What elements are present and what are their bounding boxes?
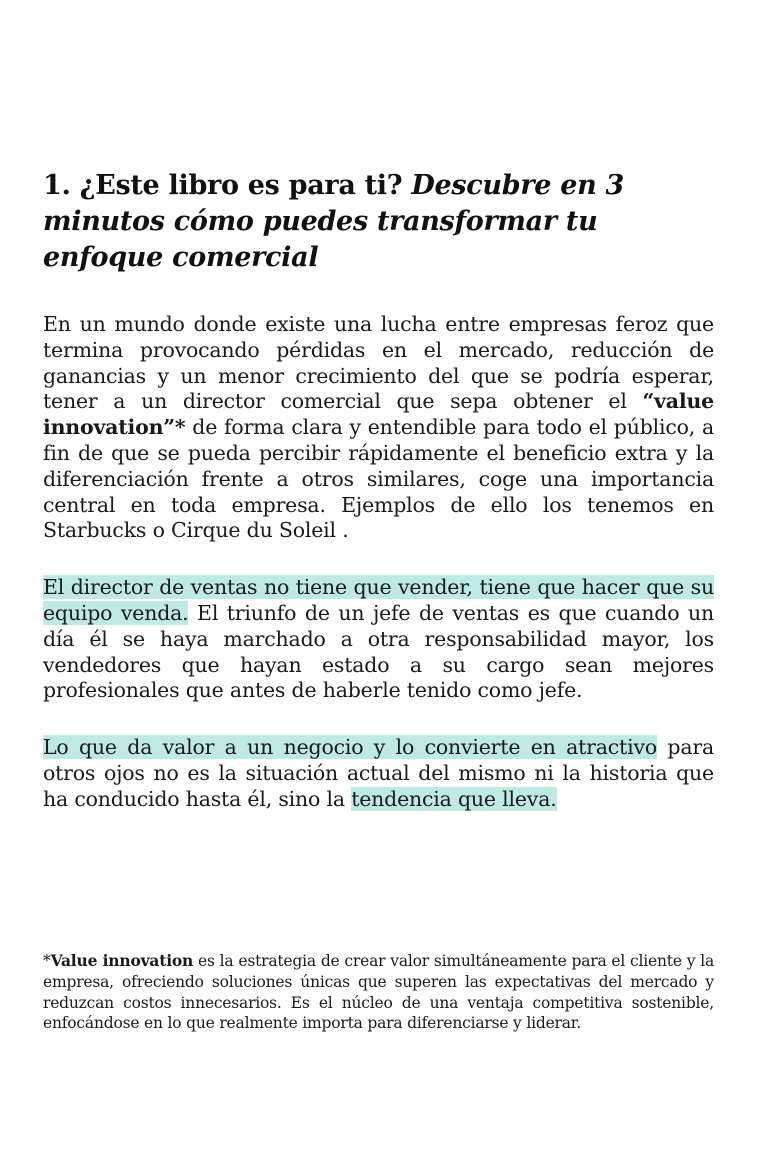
footnote-text: es la estrategia de crear valor simultáneamente para el cliente y la empresa, ofreciendo soluciones únicas que superen las expectativas del mercado y reduzcan costos innecesarios. Es el núcleo de una ventaja competitiva sostenible, enfocándose en lo que realmente importa para diferenciarse y liderar. <box>43 952 714 1033</box>
value-innovation-term: “value innovation”* <box>43 389 714 440</box>
heading-question: ¿Este libro es para ti? <box>79 170 412 201</box>
footnote-marker: * <box>43 952 51 970</box>
heading-subtitle: Descubre en 3 minutos cómo puedes transformar tu enfoque comercial <box>43 170 625 273</box>
chapter-heading <box>43 168 714 276</box>
footnote <box>43 951 714 1034</box>
paragraph-intro-text: En un mundo donde existe una lucha entre empresas feroz que termina provocando pérdidas en el mercado, reducción de ganancias y un menor crecimiento del que se podría esperar, tener a un director comercial que sepa obtener el <box>43 312 714 414</box>
footnote-term: Value innovation <box>50 951 194 970</box>
highlighted-quote: El director de ventas no tiene que vender, tiene que hacer que su equipo venda. <box>43 575 714 625</box>
paragraph-business-value-middle: para otros ojos no es la situación actual del mismo ni la historia que ha conducido hasta él, sino la <box>43 735 714 811</box>
highlighted-value-statement: Lo que da valor a un negocio y lo convierte en atractivo <box>43 735 657 760</box>
paragraph-business-value <box>43 735 714 812</box>
paragraph-sales-director <box>43 575 714 704</box>
highlighted-trend: tendencia que lleva. <box>351 786 557 811</box>
heading-number: 1. <box>43 170 80 201</box>
paragraph-intro <box>43 312 714 544</box>
paragraph-intro-rest: de forma clara y entendible para todo el público, a fin de que se pueda percibir rápidamente el beneficio extra y la diferenciación frente a otros similares, coge una importancia central en toda empresa. Ejemplos de ello los tenemos en Starbucks o Cirque du Soleil . <box>43 415 714 543</box>
paragraph-sales-director-rest: El triunfo de un jefe de ventas es que cuando un día él se haya marchado a otra responsabilidad mayor, los vendedores que hayan estado a su cargo sean mejores profesionales que antes de haberle tenido como jefe. <box>43 600 714 703</box>
page-content <box>43 168 714 813</box>
